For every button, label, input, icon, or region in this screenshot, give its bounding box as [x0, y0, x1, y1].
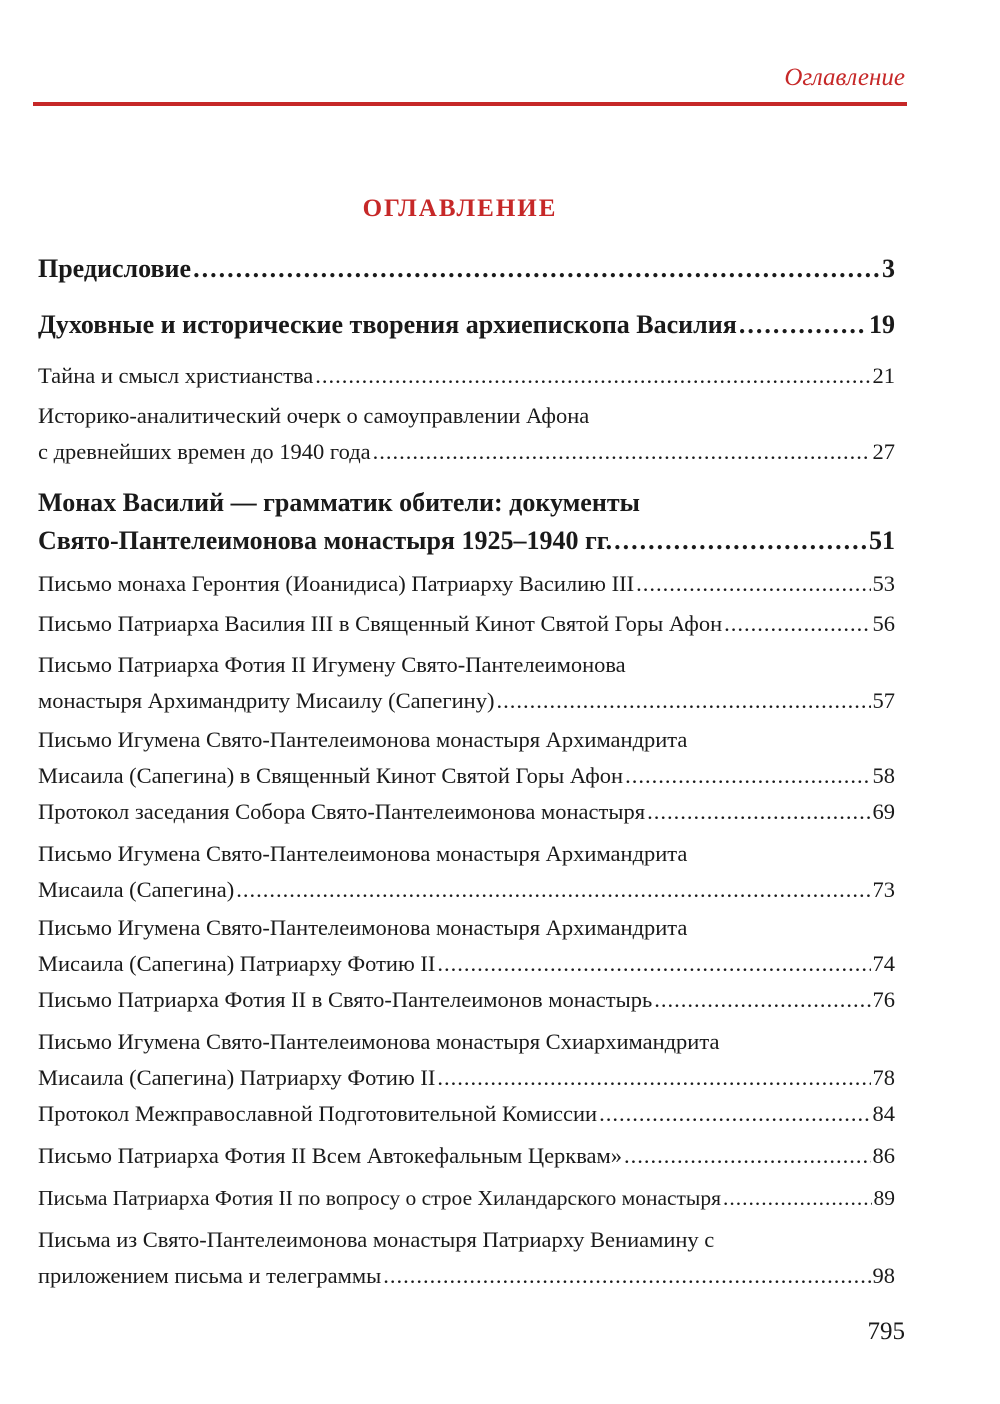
toc-entry[interactable]	[38, 1096, 895, 1132]
header-rule	[33, 102, 907, 106]
toc-entry-title: Протокол заседания Собора Свято-Пантелеимонова монастыря	[38, 799, 646, 824]
toc-entry-page: 86	[872, 1143, 895, 1168]
toc-section-2[interactable]	[38, 484, 895, 560]
dot-leader	[315, 358, 870, 394]
toc-entry-title: Письмо монаха Геронтия (Иоанидиса) Патриарху Василию III	[38, 571, 635, 596]
toc-entry-page: 57	[872, 688, 895, 713]
toc-entry-title-line1: Письмо Патриарха Фотия II Игумену Свято-Пантелеимонова	[38, 652, 626, 677]
toc-entry-title-line1: Письмо Игумена Свято-Пантелеимонова монастыря Схиархимандрита	[38, 1029, 720, 1054]
toc-entry-title: Письмо Патриарха Фотия II в Свято-Пантелеимонов монастырь	[38, 987, 653, 1012]
toc-entry-page: 19	[869, 310, 895, 339]
toc-entry-title: Письмо Патриарха Василия III в Священный Кинот Святой Горы Афон	[38, 611, 723, 636]
toc-entry[interactable]	[38, 794, 895, 830]
dot-leader	[654, 982, 870, 1018]
toc-entry-title-line2: Мисаила (Сапегина) Патриарху Фотию II	[38, 951, 436, 976]
toc-entry-page: 56	[872, 611, 895, 636]
dot-leader	[236, 872, 870, 908]
toc-entry[interactable]	[38, 836, 895, 908]
toc-entry[interactable]	[38, 1180, 895, 1216]
dot-leader	[723, 1180, 871, 1216]
toc-entry-title-line2: Мисаила (Сапегина) Патриарху Фотию II	[38, 1065, 436, 1090]
toc-entry-page: 53	[872, 571, 895, 596]
toc-entry-page: 74	[872, 951, 895, 976]
toc-entry[interactable]	[38, 566, 895, 602]
toc-entry-title: Письмо Патриарха Фотия II Всем Автокефальным Церквам»	[38, 1143, 623, 1168]
dot-leader	[383, 1258, 870, 1294]
toc-title: ОГЛАВЛЕНИЕ	[362, 195, 558, 222]
toc-entry-page: 73	[872, 877, 895, 902]
toc-entry-page: 21	[872, 363, 895, 388]
toc-entry-page: 76	[872, 987, 895, 1012]
dot-leader	[373, 434, 871, 470]
toc-entry-page: 27	[872, 439, 895, 464]
toc-entry-title-line1: Письмо Игумена Свято-Пантелеимонова монастыря Архимандрита	[38, 727, 688, 752]
toc-entry-page: 69	[872, 799, 895, 824]
toc-entry-page: 78	[872, 1065, 895, 1090]
dot-leader	[624, 1138, 870, 1174]
toc-entry-preface[interactable]	[38, 250, 895, 288]
toc-entry-page: 58	[872, 763, 895, 788]
toc-section-title-line1: Монах Василий — грамматик обители: документы	[38, 488, 640, 517]
dot-leader	[437, 946, 870, 982]
toc-entry-title-line1: Письмо Игумена Свято-Пантелеимонова монастыря Архимандрита	[38, 841, 688, 866]
toc-entry[interactable]	[38, 1138, 895, 1174]
toc-entry-page: 3	[882, 254, 895, 283]
toc-entry[interactable]	[38, 722, 895, 794]
dot-leader	[636, 566, 870, 602]
page-number: 795	[867, 1318, 905, 1345]
dot-leader	[437, 1060, 870, 1096]
toc-entry-title-line1: Письмо Игумена Свято-Пантелеимонова монастыря Архимандрита	[38, 915, 688, 940]
toc-entry-title-line1: Историко-аналитический очерк о самоуправлении Афона	[38, 403, 590, 428]
toc-entry-page: 89	[873, 1186, 895, 1210]
dot-leader	[647, 794, 870, 830]
dot-leader	[193, 250, 880, 288]
dot-leader	[614, 522, 867, 560]
toc-entry-page: 51	[869, 526, 895, 555]
toc-entry-title-line2: приложением письма и телеграммы	[38, 1263, 382, 1288]
toc-entry-title-line2: Мисаила (Сапегина)	[38, 877, 235, 902]
toc-entry[interactable]	[38, 1024, 895, 1096]
toc-entry[interactable]	[38, 910, 895, 982]
running-header: Оглавление	[784, 64, 905, 91]
toc-entry-title: Предисловие	[38, 254, 192, 283]
toc-entry[interactable]	[38, 358, 895, 394]
toc-entry-title: Духовные и исторические творения архиепископа Василия	[38, 310, 737, 339]
toc-section-1[interactable]	[38, 306, 895, 344]
dot-leader	[496, 683, 870, 719]
toc-entry-title: Протокол Межправославной Подготовительной Комиссии	[38, 1101, 598, 1126]
toc-entry-title-line2: с древнейших времен до 1940 года	[38, 439, 371, 464]
toc-entry-title-line2: монастыря Архимандриту Мисаилу (Сапегину)	[38, 688, 495, 713]
toc-entry-title-line2: Мисаила (Сапегина) в Священный Кинот Святой Горы Афон	[38, 763, 624, 788]
dot-leader	[599, 1096, 870, 1132]
toc-entry[interactable]	[38, 647, 895, 719]
toc-section-title-line2: Свято-Пантелеимонова монастыря 1925–1940 гг.	[38, 526, 613, 555]
toc-entry[interactable]	[38, 1222, 895, 1294]
toc-entry[interactable]	[38, 398, 895, 470]
toc-entry-title-line1: Письма из Свято-Пантелеимонова монастыря Патриарху Вениамину с	[38, 1227, 715, 1252]
toc-entry-title: Письма Патриарха Фотия II по вопросу о строе Хиландарского монастыря	[38, 1186, 722, 1210]
dot-leader	[724, 606, 870, 642]
dot-leader	[625, 758, 870, 794]
dot-leader	[739, 306, 867, 344]
toc-entry-title: Тайна и смысл христианства	[38, 363, 314, 388]
toc-entry-page: 98	[872, 1263, 895, 1288]
toc-entry[interactable]	[38, 982, 895, 1018]
toc-entry-page: 84	[872, 1101, 895, 1126]
toc-entry[interactable]	[38, 606, 895, 642]
